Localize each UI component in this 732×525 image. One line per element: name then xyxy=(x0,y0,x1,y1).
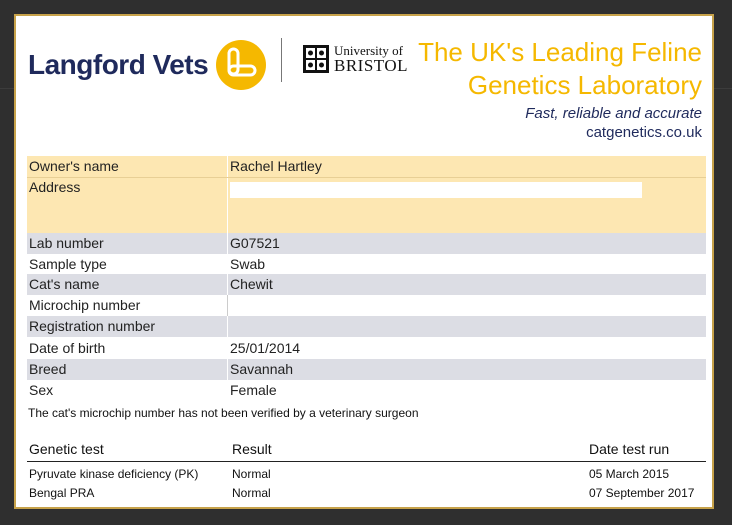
microchip-note: The cat's microchip number has not been verified by a veterinary surgeon xyxy=(28,406,419,420)
langford-l-icon xyxy=(216,40,266,90)
header-date: Date test run xyxy=(589,441,670,457)
info-label: Sex xyxy=(27,380,228,401)
page-title xyxy=(418,36,702,102)
info-label: Microchip number xyxy=(27,295,228,316)
info-row-sample-type xyxy=(27,254,706,274)
test-name: Bengal PRA xyxy=(29,486,95,500)
partner-line2: BRISTOL xyxy=(334,56,409,75)
info-label: Breed xyxy=(27,359,228,380)
info-value: Female xyxy=(230,382,277,398)
tagline: Fast, reliable and accurate xyxy=(525,105,702,122)
info-label: Date of birth xyxy=(27,337,228,359)
info-row-owner xyxy=(27,156,706,177)
info-value: Savannah xyxy=(230,361,294,377)
info-row-microchip xyxy=(27,295,706,316)
header-genetic-test: Genetic test xyxy=(29,441,104,457)
info-row-breed xyxy=(27,359,706,380)
info-value: G07521 xyxy=(230,235,280,251)
university-crest-icon xyxy=(302,44,330,74)
info-row-sex xyxy=(27,380,706,401)
test-result: Normal xyxy=(232,486,271,500)
results-header xyxy=(27,441,706,462)
website-link[interactable]: catgenetics.co.uk xyxy=(586,124,702,141)
genetic-results-table xyxy=(27,441,706,500)
info-value xyxy=(228,295,706,316)
header-result: Result xyxy=(232,441,272,457)
info-value: Swab xyxy=(230,256,266,272)
brand-name: Langford Vets xyxy=(28,49,209,80)
info-row-cat-name xyxy=(27,274,706,295)
certificate-card xyxy=(14,14,714,509)
info-row-lab-number xyxy=(27,233,706,254)
info-label: Lab number xyxy=(27,233,228,254)
partner-line1: University of xyxy=(334,43,403,58)
test-result: Normal xyxy=(232,467,271,481)
address-field xyxy=(230,182,642,198)
test-name: Pyruvate kinase deficiency (PK) xyxy=(29,467,199,481)
info-label: Owner's name xyxy=(27,156,228,177)
langford-logo xyxy=(28,40,266,90)
info-label: Address xyxy=(27,178,228,233)
test-date: 07 September 2017 xyxy=(589,486,695,500)
info-value: 25/01/2014 xyxy=(230,340,301,356)
info-label: Cat's name xyxy=(27,274,228,295)
info-label: Registration number xyxy=(27,316,228,337)
info-row-dob xyxy=(27,337,706,359)
cat-info-table xyxy=(27,156,706,401)
logo-separator xyxy=(281,38,282,82)
info-row-address xyxy=(27,177,706,233)
results-row xyxy=(27,462,706,481)
test-date: 05 March 2015 xyxy=(589,467,670,481)
info-value: Chewit xyxy=(230,276,273,292)
info-label: Sample type xyxy=(27,254,228,274)
bristol-logo xyxy=(302,44,408,74)
info-value: Rachel Hartley xyxy=(230,158,322,174)
title-line1: The UK's Leading Feline xyxy=(418,37,702,67)
results-row xyxy=(27,481,706,500)
info-row-registration xyxy=(27,316,706,337)
info-value xyxy=(228,316,706,337)
title-line2: Genetics Laboratory xyxy=(467,70,702,100)
